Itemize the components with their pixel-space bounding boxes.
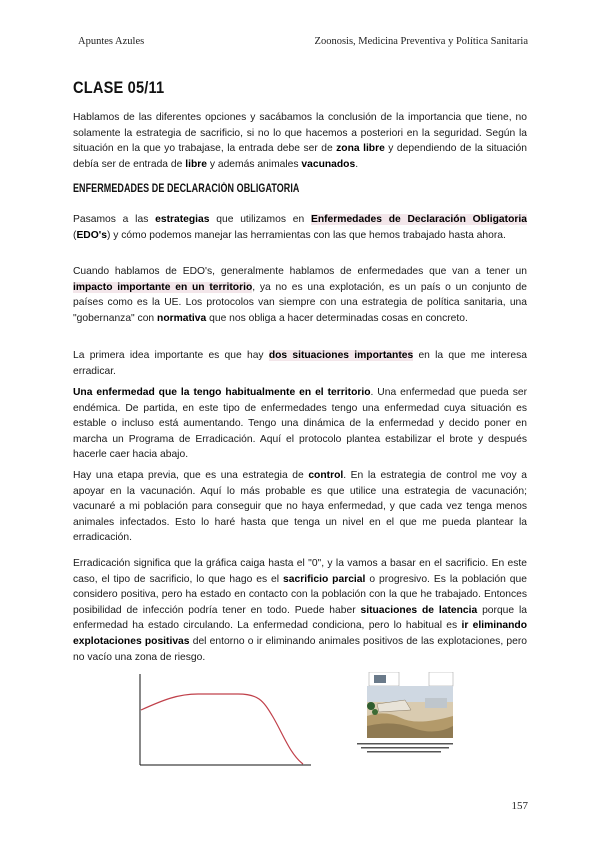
paragraph-erradicacion: Erradicación significa que la gráfica caiga hasta el "0", y la vamos a basar en el sacrificio. En este caso, el tipo de sacrificio, lo que hago es el sacrificio parcial o progresivo. Es la población que considero positiva, pero ha estado en contacto con la población con la que he trabajado. Entonces posibilidad de infección podría tener en todo. Puede haber situaciones de latencia porque la enfermedad ha estado circulando. La enfermedad condiciona, pero lo habitual es ir eliminando explotaciones positivas del entorno o ir eliminando animales positivos de las explotaciones, pero no vacío una zona de riesgo.: [73, 558, 527, 663]
eradication-curve-figure: [138, 672, 313, 767]
paragraph-endemic: Una enfermedad que la tengo habitualmente en el territorio. Una enfermedad que pueda ser endémica. De partida, en este tipo de enfermedades tengo una enfermedad cuya situación es estable o incluso está aumentando. Tengo una dinámica de la enfermedad y decido poner en marcha un Programa de Erradicación. Aquí el protocolo plantea estabilizar el brote y después hacerle caer hacia abajo.: [73, 387, 528, 461]
header-right: Zoonosis, Medicina Preventiva y Política Sanitaria: [314, 36, 528, 47]
photo-bush: [372, 709, 378, 715]
photo-caption-lines: [357, 742, 455, 758]
paragraph-two-situations: La primera idea importante es que hay dos situaciones importantes en la que me interesa erradicar.: [73, 350, 527, 377]
disease-curve: [141, 694, 303, 764]
header-left: Apuntes Azules: [78, 36, 145, 47]
page-number: 157: [511, 800, 528, 812]
paragraph-edo-intro: Pasamos a las estrategias que utilizamos en Enfermedades de Declaración Obligatoria (EDO's) y cómo podemos manejar las herramientas con las que hemos trabajado hasta ahora.: [73, 214, 527, 241]
section-title: ENFERMEDADES DE DECLARACIÓN OBLIGATORIA: [73, 183, 300, 195]
photo-inset-text: [429, 672, 453, 686]
photo-tree: [367, 702, 375, 710]
photo-shed: [425, 698, 447, 708]
paragraph-edo-definition: Cuando hablamos de EDO's, generalmente hablamos de enfermedades que van a tener un impacto importante en un territorio, ya no es una explotación, es un país o un conjunto de países como es la UE. Los protocolos van siempre con una estrategia de política sanitaria, una "gobernanza" con normativa que nos obliga a hacer determinadas cosas en concreto.: [73, 266, 527, 324]
page-title: CLASE 05/11: [73, 78, 165, 97]
logo-mark: [374, 675, 386, 683]
paragraph-control: Hay una etapa previa, que es una estrategia de control. En la estrategia de control me voy a apoyar en la vacunación. Aquí lo más probable es que utilice una estrategia de vacunación; vacunaré a mi población para conseguir que no haya enfermedad, y que cada vez tenga menos animales infectados. Esto lo haré hasta que tenga un nivel en el que me pueda plantear la erradicación.: [73, 470, 527, 544]
intro-paragraph: Hablamos de las diferentes opciones y sacábamos la conclusión de la importancia que tiene, no solamente la estrategia de sacrificio, si no lo que hacemos a posteriori en la seguridad. Según la situación en la que yo trabajase, la entrada debe ser de zona libre y dependiendo de la situación debía ser de entrada de libre y además animales vacunados.: [73, 112, 527, 170]
